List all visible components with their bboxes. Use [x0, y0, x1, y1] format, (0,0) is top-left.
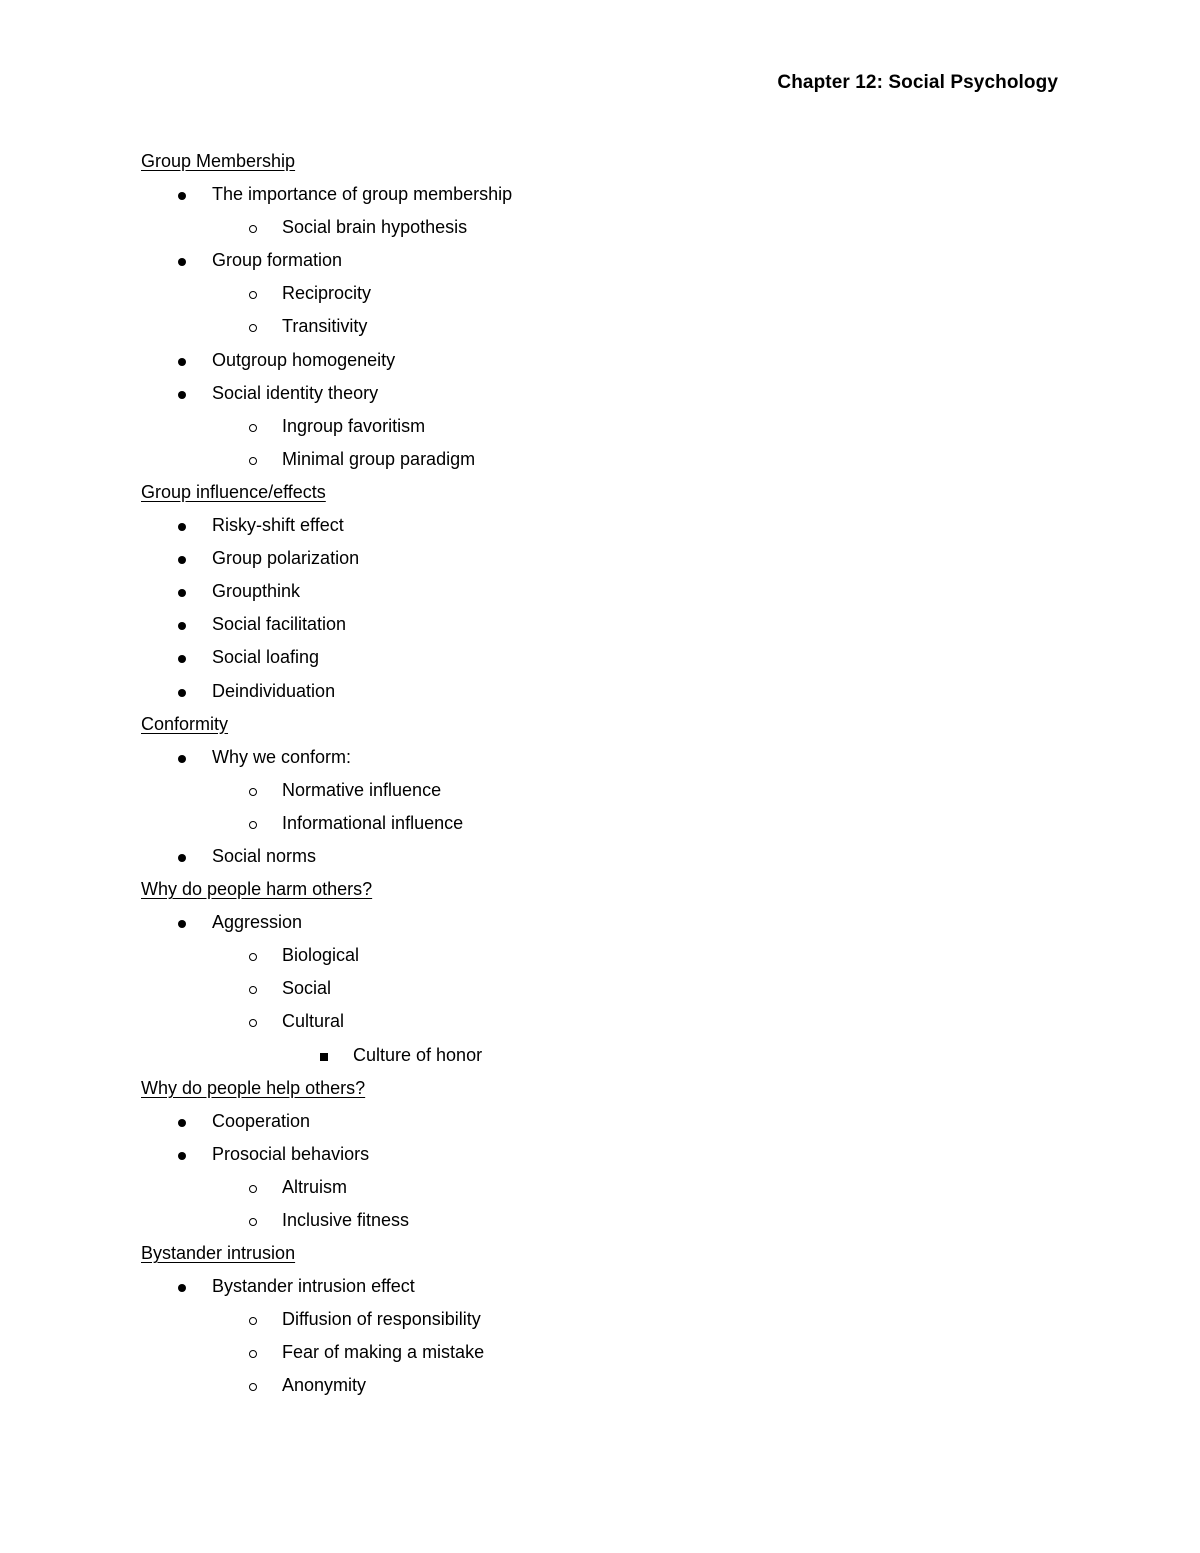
list-item [141, 906, 512, 939]
list-item-text: Bystander intrusion effect [212, 1276, 415, 1297]
filled-bullet-icon [178, 523, 186, 531]
list-item-text: Social identity theory [212, 382, 379, 403]
filled-bullet-icon [178, 920, 186, 928]
section-heading: Conformity [141, 713, 229, 734]
hollow-bullet-icon [249, 1218, 257, 1226]
filled-bullet-icon [178, 192, 186, 200]
list-item-text: Anonymity [282, 1375, 367, 1396]
list-item-text: Group polarization [212, 548, 360, 569]
list-item-text: Social brain hypothesis [282, 217, 468, 238]
list-item-text: Transitivity [282, 316, 368, 337]
list-item-text: Normative influence [282, 779, 442, 800]
hollow-bullet-icon [249, 1185, 257, 1193]
section-heading: Group Membership [141, 151, 296, 171]
hollow-bullet-icon [249, 324, 257, 332]
list-item [141, 1270, 512, 1303]
filled-bullet-icon [178, 358, 186, 366]
list-item-text: Cultural [282, 1011, 345, 1032]
filled-bullet-icon [178, 1119, 186, 1127]
filled-bullet-icon [178, 1152, 186, 1160]
hollow-bullet-icon [249, 986, 257, 994]
list-item-text: The importance of group membership [212, 184, 513, 205]
list-item [141, 509, 512, 542]
hollow-bullet-icon [249, 1019, 257, 1027]
list-item-text: Biological [282, 945, 360, 966]
hollow-bullet-icon [249, 424, 257, 432]
hollow-bullet-icon [249, 953, 257, 961]
hollow-bullet-icon [249, 291, 257, 299]
list-item [141, 641, 512, 674]
list-item-text: Risky-shift effect [212, 515, 344, 536]
list-item-text: Fear of making a mistake [282, 1342, 485, 1363]
page-title: Chapter 12: Social Psychology [777, 72, 1058, 93]
list-item-text: Social [282, 978, 332, 999]
list-item [141, 244, 512, 277]
list-item [141, 443, 512, 476]
filled-bullet-icon [178, 655, 186, 663]
list-item-text: Group formation [212, 250, 343, 271]
list-item-text: Why we conform: [212, 746, 352, 767]
hollow-bullet-icon [249, 457, 257, 465]
filled-bullet-icon [178, 854, 186, 862]
list-item [141, 277, 512, 310]
list-item-text: Informational influence [282, 812, 464, 833]
list-item-text: Diffusion of responsibility [282, 1309, 481, 1330]
list-item [141, 1005, 512, 1038]
list-item [141, 1369, 512, 1402]
list-item [141, 377, 512, 410]
list-item-text: Prosocial behaviors [212, 1143, 370, 1164]
list-item [141, 972, 512, 1005]
hollow-bullet-icon [249, 225, 257, 233]
list-item-text: Social norms [212, 845, 317, 866]
hollow-bullet-icon [249, 1317, 257, 1325]
list-item [141, 1039, 512, 1072]
list-item [141, 178, 512, 211]
filled-bullet-icon [178, 556, 186, 564]
list-item [141, 608, 512, 641]
list-item [141, 1204, 512, 1237]
list-item [141, 410, 512, 443]
hollow-bullet-icon [249, 821, 257, 829]
square-bullet-icon [320, 1053, 328, 1061]
list-item [141, 741, 512, 774]
list-item [141, 1303, 512, 1336]
list-item-text: Social loafing [212, 647, 320, 668]
filled-bullet-icon [178, 589, 186, 597]
hollow-bullet-icon [249, 788, 257, 796]
list-item [141, 1336, 512, 1369]
filled-bullet-icon [178, 755, 186, 763]
list-item-text: Altruism [282, 1176, 348, 1197]
list-item [141, 310, 512, 343]
list-item [141, 1138, 512, 1171]
section-heading: Bystander intrusion [141, 1243, 296, 1264]
list-item-text: Deindividuation [212, 680, 336, 701]
list-item [141, 542, 512, 575]
list-item-text: Cooperation [212, 1110, 311, 1131]
list-item [141, 575, 512, 608]
list-item-text: Reciprocity [282, 283, 372, 304]
notes-outline [141, 145, 512, 1403]
section-heading: Group influence/effects [141, 481, 326, 502]
filled-bullet-icon [178, 391, 186, 399]
list-item-text: Outgroup homogeneity [212, 349, 396, 370]
list-item [141, 774, 512, 807]
filled-bullet-icon [178, 258, 186, 266]
list-item-text: Inclusive fitness [282, 1210, 410, 1230]
list-item-text: Minimal group paradigm [282, 448, 476, 469]
section-heading: Why do people harm others? [141, 879, 373, 900]
list-item [141, 840, 512, 873]
hollow-bullet-icon [249, 1350, 257, 1358]
list-item-text: Aggression [212, 912, 303, 933]
list-item [141, 807, 512, 840]
hollow-bullet-icon [249, 1383, 257, 1391]
list-item [141, 939, 512, 972]
list-item [141, 344, 512, 377]
list-item-text: Ingroup favoritism [282, 415, 426, 436]
list-item [141, 1105, 512, 1138]
section-heading: Why do people help others? [141, 1077, 366, 1098]
filled-bullet-icon [178, 1284, 186, 1292]
list-item-text: Culture of honor [353, 1044, 483, 1065]
filled-bullet-icon [178, 622, 186, 630]
list-item [141, 211, 512, 244]
list-item-text: Groupthink [212, 581, 301, 602]
list-item [141, 1171, 512, 1204]
filled-bullet-icon [178, 689, 186, 697]
list-item-text: Social facilitation [212, 614, 347, 635]
list-item [141, 675, 512, 708]
